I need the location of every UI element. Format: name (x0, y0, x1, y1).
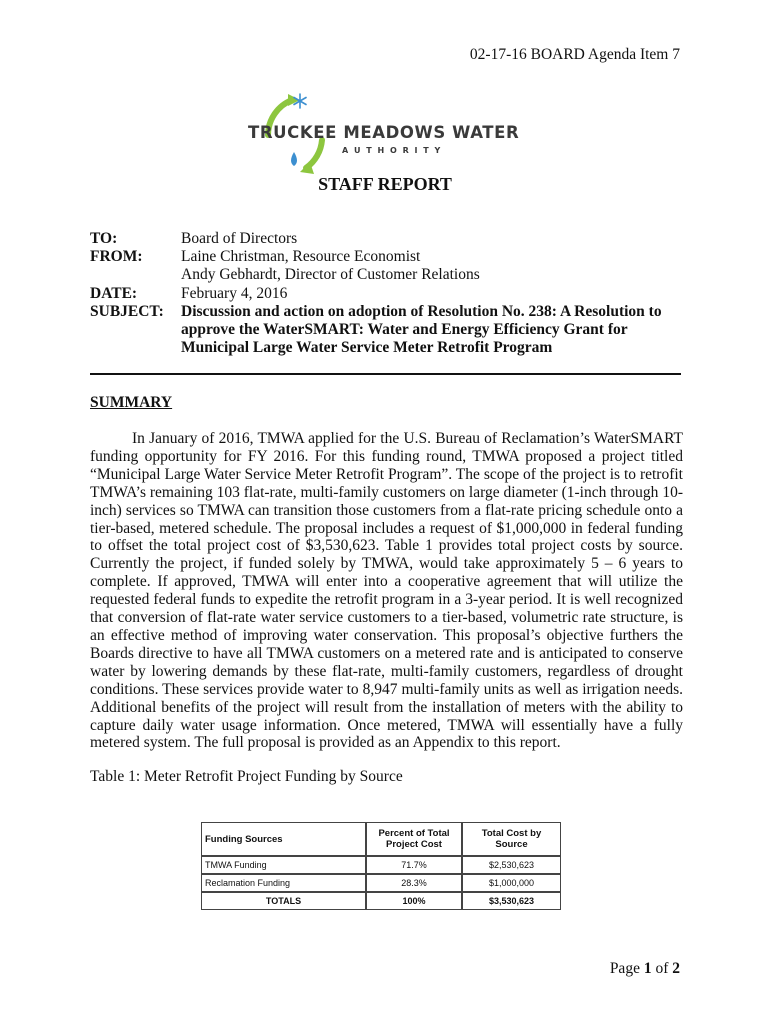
subject-line-3: Municipal Large Water Service Meter Retrofit Program (181, 339, 553, 357)
from-label: FROM: (90, 248, 143, 266)
funding-table (201, 822, 561, 910)
page-title: STAFF REPORT (318, 174, 452, 194)
summary-heading: SUMMARY (90, 394, 173, 411)
header-funding-sources: Funding Sources (201, 822, 366, 856)
tmwa-logo (248, 90, 528, 180)
cell-cost: $2,530,623 (462, 856, 561, 874)
summary-paragraph: In January of 2016, TMWA applied for the U.S. Bureau of Reclamation’s WaterSMART funding opportunity for FY 2016. For this funding round, TMWA proposed a project titled “Municipal Large Water Service Meter Retrofit Program”. The scope of the project is to retrofit TMWA’s remaining 103 flat-rate, multi-family customers on large diameter (1-inch through 10-inch) services so TMWA can transition those customers from a flat-rate pricing schedule onto a tier-based, metered schedule. The proposal includes a request of $1,000,000 in federal funding to offset the total project cost of $3,530,623. Table 1 provides total project costs by source. Currently the project, if funded solely by TMWA, would take approximately 5 – 6 years to complete. If approved, TMWA will enter into a cooperative agreement that will utilize the requested federal funds to expedite the retrofit program in a 3-year period. It is well recognized that conversion of flat-rate water service customers to a tier-based, volumetric rate structure, is an effective method of improving water conservation. This proposal’s objective furthers the Boards directive to have all TMWA customers on a metered rate and is anticipated to conserve water by lowering demands by these flat-rate, multi-family customers, regardless of drought conditions. These services provide water to 8,947 multi-family units as well as irrigation needs. Additional benefits of the project will result from the installation of meters with the ability to capture daily water usage information. Once metered, TMWA will essentially have a fully metered system. The full proposal is provided as an Appendix to this report. (90, 430, 683, 752)
totals-percent: 100% (366, 892, 462, 910)
cell-cost: $1,000,000 (462, 874, 561, 892)
page-total: 2 (672, 960, 680, 977)
totals-cost: $3,530,623 (462, 892, 561, 910)
header-percent: Percent of Total Project Cost (366, 822, 462, 856)
cell-source: TMWA Funding (201, 856, 366, 874)
from-value-2: Andy Gebhardt, Director of Customer Relations (181, 266, 480, 284)
totals-label: TOTALS (201, 892, 366, 910)
agenda-item-header: 02-17-16 BOARD Agenda Item 7 (469, 46, 680, 63)
date-value: February 4, 2016 (181, 284, 288, 302)
table-header-row (201, 822, 561, 856)
subject-line-1: Discussion and action on adoption of Resolution No. 238: A Resolution to (181, 302, 662, 320)
page-prefix: Page (609, 960, 644, 977)
memo-block (90, 230, 681, 357)
page-number (610, 960, 680, 978)
table-row (201, 874, 561, 892)
cell-percent: 28.3% (366, 874, 462, 892)
table-row (201, 856, 561, 874)
table-caption: Table 1: Meter Retrofit Project Funding by Source (90, 768, 403, 785)
divider (90, 373, 681, 375)
logo-subtitle: A U T H O R I T Y (342, 146, 442, 155)
date-label: DATE: (90, 284, 138, 302)
page-current: 1 (643, 960, 652, 977)
cell-percent: 71.7% (366, 856, 462, 874)
subject-label: SUBJECT: (90, 302, 164, 320)
to-value: Board of Directors (181, 230, 298, 247)
subject-line-2: approve the WaterSMART: Water and Energy Efficiency Grant for (181, 321, 628, 339)
water-drop-icon (291, 152, 297, 166)
header-total-cost: Total Cost by Source (462, 822, 561, 856)
logo-title: TRUCKEE MEADOWS WATER (248, 123, 520, 142)
page-of: of (651, 960, 673, 977)
from-value-1: Laine Christman, Resource Economist (181, 248, 421, 266)
table-totals-row (201, 892, 561, 910)
cell-source: Reclamation Funding (201, 874, 366, 892)
to-label: TO: (90, 230, 118, 247)
